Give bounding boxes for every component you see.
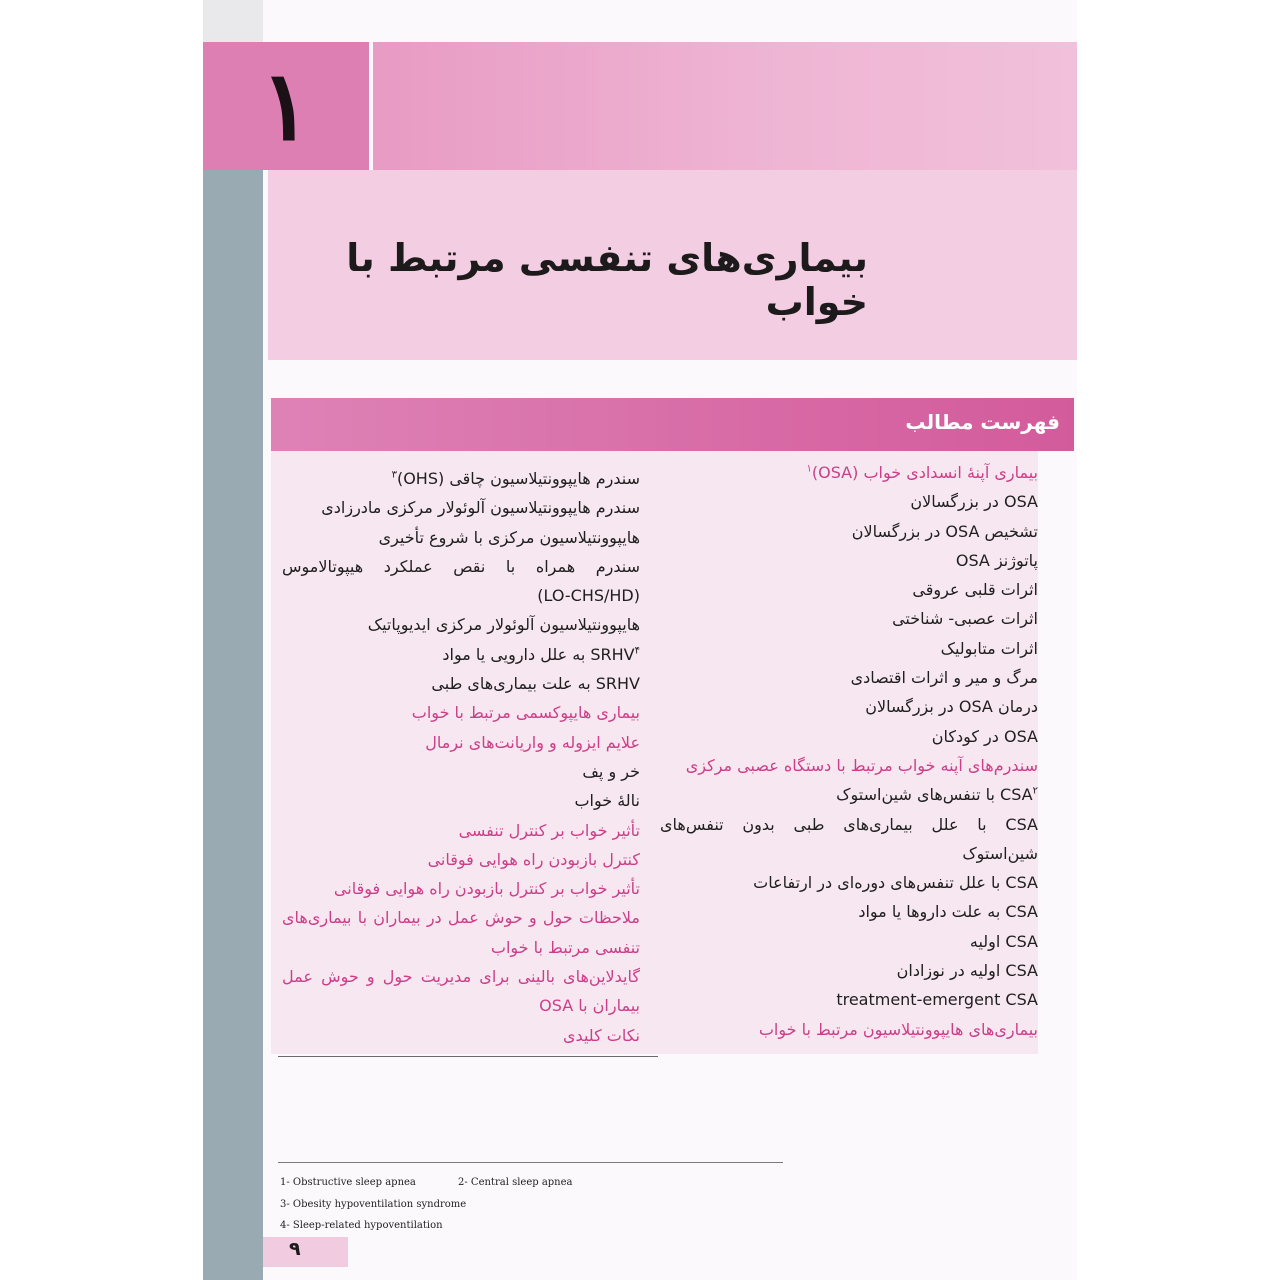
toc-entry <box>660 458 1038 487</box>
toc-entry-text: نکات کلیدی <box>563 1025 640 1045</box>
toc-entry <box>660 897 1038 926</box>
toc-entry-text: SRHV به علت بیماری‌های طبی <box>431 674 640 694</box>
footnote-1: 1- Obstructive sleep apnea <box>280 1177 416 1188</box>
toc-entry-text: تأثیر خواب بر کنترل تنفسی <box>458 820 640 840</box>
toc-entry-text: سندرم هایپوونتیلاسیون چاقی (OHS) <box>396 469 640 488</box>
toc-entry-text: CSA اولیه در نوزادان <box>896 961 1038 981</box>
toc-entry-text: اثرات قلبی عروقی <box>912 580 1038 600</box>
toc-entry <box>282 669 640 698</box>
toc-entry <box>660 985 1038 1014</box>
toc-entry <box>282 845 640 874</box>
toc-entry <box>660 722 1038 751</box>
toc-entry <box>660 692 1038 721</box>
toc-entry-text: (LO-CHS/HD) <box>537 586 640 606</box>
toc-right-column <box>660 458 1038 1044</box>
toc-entry <box>282 640 640 669</box>
toc-header-title: فهرست مطالب <box>905 410 1060 434</box>
toc-entry-text: پاتوژنز OSA <box>955 550 1038 570</box>
toc-entry-text: بیماری آپنهٔ انسدادی خواب (OSA) <box>811 463 1038 482</box>
toc-entry-text: هایپوونتیلاسیون مرکزی با شروع تأخیری <box>378 527 640 547</box>
toc-entry-text: تشخیص OSA در بزرگسالان <box>851 521 1038 541</box>
toc-entry <box>282 816 640 845</box>
toc-bottom-rule <box>278 1056 658 1057</box>
toc-entry <box>660 517 1038 546</box>
toc-entry-text: گایدلاین‌های بالینی برای مدیریت حول و حوش عمل <box>282 967 640 987</box>
toc-entry <box>282 698 640 727</box>
toc-entry-text: درمان OSA در بزرگسالان <box>865 697 1038 717</box>
toc-entry <box>660 927 1038 956</box>
toc-entry <box>660 780 1038 809</box>
toc-entry <box>282 581 640 610</box>
toc-entry <box>660 839 1038 868</box>
chapter-number: ۱ <box>260 49 312 162</box>
toc-entry <box>660 663 1038 692</box>
toc-entry-text: CSA به علت داروها یا مواد <box>858 902 1038 922</box>
toc-entry <box>282 728 640 757</box>
footnote-marker: ۲ <box>1032 785 1038 797</box>
toc-entry-text: کنترل بازبودن راه هوایی فوقانی <box>427 849 640 869</box>
chapter-title: بیماری‌های تنفسی مرتبط با خواب <box>346 236 868 324</box>
toc-entry-text: علایم ایزوله و واریانت‌های نرمال <box>425 732 640 752</box>
toc-left-column <box>282 464 640 1050</box>
toc-entry-text-rest: به علل دارویی یا مواد <box>442 644 591 664</box>
toc-header <box>271 398 1074 451</box>
footnote-2: 2- Central sleep apnea <box>458 1177 573 1188</box>
page-number: ۹ <box>289 1238 301 1260</box>
toc-entry-text: OSA در کودکان <box>931 726 1038 746</box>
toc-entry <box>282 1021 640 1050</box>
toc-entry <box>660 604 1038 633</box>
toc-entry-text: CSA با علل تنفس‌های دوره‌ای در ارتفاعات <box>753 873 1038 893</box>
toc-entry <box>282 757 640 786</box>
footnote-marker: ۱ <box>806 463 812 475</box>
toc-entry-text: treatment-emergent CSA <box>836 990 1038 1010</box>
footnote-rule <box>278 1162 783 1163</box>
footnote-marker: ۳ <box>391 469 397 481</box>
toc-entry <box>660 487 1038 516</box>
toc-entry-text: شین‌استوک <box>962 843 1038 863</box>
toc-entry-text: CSA اولیه <box>969 931 1038 951</box>
toc-entry-text: OSA در بزرگسالان <box>910 492 1038 512</box>
toc-entry-text: مرگ و میر و اثرات اقتصادی <box>850 668 1038 688</box>
toc-entry-text: تنفسی مرتبط با خواب <box>490 937 640 957</box>
toc-entry <box>660 956 1038 985</box>
toc-entry-text: خر و پف <box>582 761 640 781</box>
left-side-strip <box>203 170 263 1280</box>
toc-entry <box>282 962 640 991</box>
toc-entry <box>282 523 640 552</box>
toc-entry <box>282 991 640 1020</box>
toc-entry-text: تأثیر خواب بر کنترل بازبودن راه هوایی فوقانی <box>333 879 640 899</box>
toc-entry-text: SRHV <box>590 644 635 664</box>
chapter-number-box <box>203 42 369 170</box>
toc-entry <box>660 546 1038 575</box>
toc-entry <box>282 874 640 903</box>
chapter-header-band <box>373 42 1077 170</box>
toc-entry-text: سندرم‌های آپنه خواب مرتبط با دستگاه عصبی مرکزی <box>685 755 1038 775</box>
toc-entry <box>660 1015 1038 1044</box>
toc-entry-text: بیماری هایپوکسمی مرتبط با خواب <box>411 703 640 723</box>
toc-entry <box>660 575 1038 604</box>
toc-entry-text: نالهٔ خواب <box>574 791 640 811</box>
toc-entry-text-rest: با تنفس‌های شین‌استوک <box>836 785 1001 805</box>
toc-entry <box>282 933 640 962</box>
footnote-4: 4- Sleep-related hypoventilation <box>280 1220 443 1231</box>
toc-entry-text: CSA <box>1000 785 1033 805</box>
toc-entry-text: اثرات متابولیک <box>940 638 1038 658</box>
toc-entry <box>660 868 1038 897</box>
toc-entry-text: هایپوونتیلاسیون آلوئولار مرکزی ایدیوپاتیک <box>367 615 640 635</box>
footnote-3: 3- Obesity hypoventilation syndrome <box>280 1199 467 1210</box>
toc-entry <box>282 903 640 932</box>
toc-entry <box>282 786 640 815</box>
toc-entry-text: اثرات عصبی- شناختی <box>892 609 1038 629</box>
toc-entry-text: بیماری‌های هایپوونتیلاسیون مرتبط با خواب <box>758 1019 1038 1039</box>
toc-entry <box>282 493 640 522</box>
toc-entry-text: CSA با علل بیماری‌های طبی بدون تنفس‌های <box>660 814 1038 834</box>
toc-entry <box>282 552 640 581</box>
toc-entry <box>282 610 640 639</box>
toc-entry-text: سندرم همراه با نقص عملکرد هیپوتالاموس <box>282 556 640 576</box>
toc-entry <box>660 751 1038 780</box>
toc-entry <box>660 810 1038 839</box>
toc-entry-text: بیماران با OSA <box>539 996 640 1016</box>
footnote-marker: ۴ <box>634 645 640 657</box>
toc-entry-text: ملاحظات حول و حوش عمل در بیماران با بیماری‌های <box>282 908 640 928</box>
page-number-box <box>263 1237 348 1267</box>
toc-entry <box>282 464 640 493</box>
toc-entry <box>660 634 1038 663</box>
toc-entry-text: سندرم هایپوونتیلاسیون آلوئولار مرکزی مادرزادی <box>321 498 640 518</box>
